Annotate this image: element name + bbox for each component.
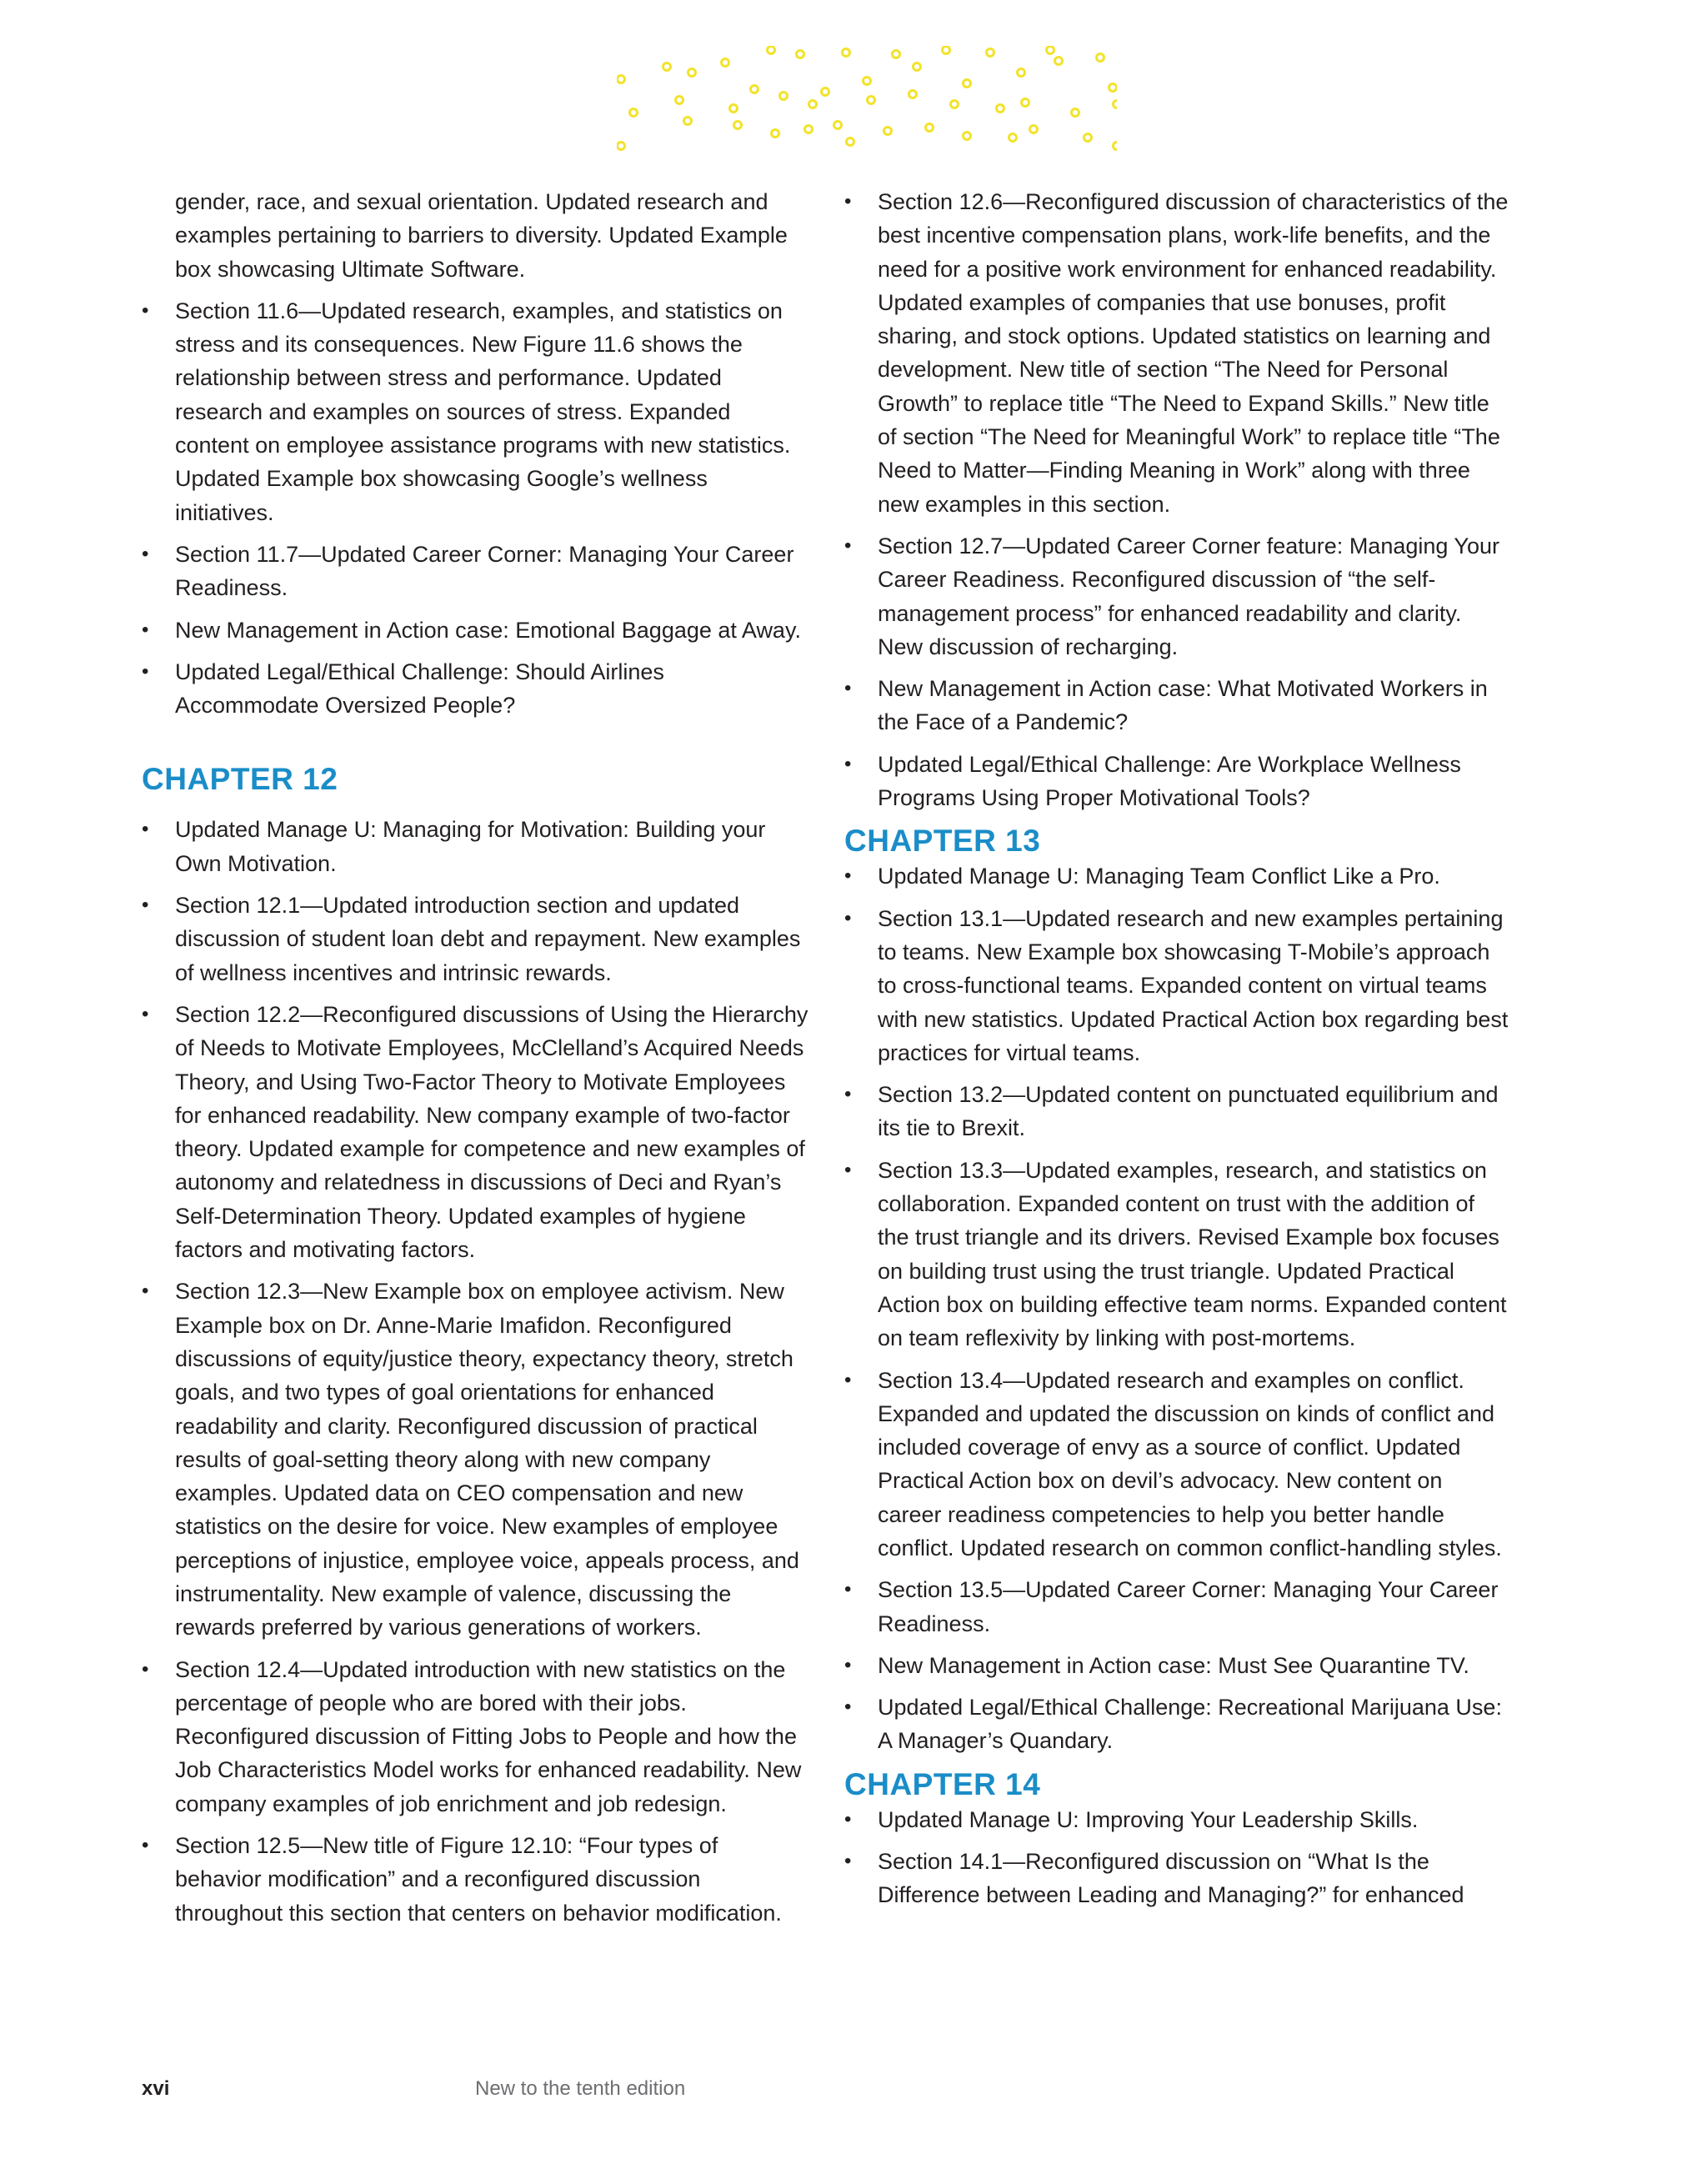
decorative-dot xyxy=(1084,134,1092,142)
list-item: • New Management in Action case: Must See Quarantine TV. xyxy=(844,1649,1511,1682)
decorative-dot xyxy=(772,130,779,138)
decorative-dot xyxy=(780,93,788,100)
list-item: • Section 12.2—Reconfigured discussions of Using the Hierarchy of Needs to Motivate Employees, McClelland’s Acquired Needs Theory, and Using Two-Factor Theory to Motivate Employees for enhanced readability. New company example of two-factor theory. Updated example for competence and new examples of autonomy and relatedness in discussions of Deci and Ryan’s Self-Determination Theory. Updated examples of hygiene factors and motivating factors. xyxy=(142,998,808,1266)
list-item: • Section 13.1—Updated research and new examples pertaining to teams. New Example box showcasing T-Mobile’s approach to cross-functional teams. Expanded content on virtual teams with new statistics. Updated Practical Action box regarding best practices for virtual teams. xyxy=(844,902,1511,1069)
chapter-12-heading: CHAPTER 12 xyxy=(142,762,338,797)
list-item: • Section 13.5—Updated Career Corner: Managing Your Career Readiness. xyxy=(844,1573,1511,1641)
decorative-dot xyxy=(630,109,638,117)
list-item: • Updated Legal/Ethical Challenge: Should Airlines Accommodate Oversized People? xyxy=(142,655,808,723)
decorative-dot xyxy=(809,101,817,108)
continuation-paragraph: gender, race, and sexual orientation. Updated research and examples pertaining to barriers to diversity. Updated Example box showcasing Ultimate Software. xyxy=(175,189,788,282)
list-item: • Section 12.5—New title of Figure 12.10: “Four types of behavior modification” and a reconfigured discussion throughout this section that centers on behavior modification. xyxy=(142,1829,808,1930)
decorative-dot xyxy=(943,47,950,54)
decorative-dot xyxy=(926,124,934,132)
right-column xyxy=(844,185,1511,1921)
decorative-dot xyxy=(805,126,813,133)
decorative-dot xyxy=(688,69,696,77)
decorative-dot xyxy=(1097,54,1104,62)
list-item: • Updated Legal/Ethical Challenge: Recreational Marijuana Use: A Manager’s Quandary. xyxy=(844,1691,1511,1758)
decorative-dot xyxy=(676,97,683,104)
decorative-dot xyxy=(1018,69,1025,77)
list-item: • Section 12.7—Updated Career Corner feature: Managing Your Career Readiness. Reconfigured discussion of “the self-management process” for enhanced readability and clarity. New discussion of recharging. xyxy=(844,529,1511,664)
decorative-dot xyxy=(964,133,971,140)
left-column xyxy=(142,185,808,1938)
decorative-dot xyxy=(1055,58,1063,65)
list-item: • Section 13.4—Updated research and examples on conflict. Expanded and updated the discussion on kinds of conflict and included coverage of envy as a source of conflict. Updated Practical Action box on devil’s advocacy. New content on career readiness competencies to help you better handle conflict. Updated research on common conflict-handling styles. xyxy=(844,1364,1511,1565)
chapter-13-heading: CHAPTER 13 xyxy=(844,824,1041,859)
list-item: • Updated Legal/Ethical Challenge: Are Workplace Wellness Programs Using Proper Motivational Tools? xyxy=(844,748,1511,815)
list-item: • Section 13.2—Updated content on punctuated equilibrium and its tie to Brexit. xyxy=(844,1078,1511,1145)
decorative-dot xyxy=(864,78,871,85)
decorative-dot xyxy=(884,128,892,135)
decorative-dot xyxy=(964,80,971,88)
page-number: xvi xyxy=(142,2077,170,2100)
decorative-dot xyxy=(618,76,625,83)
decorative-dot xyxy=(987,49,994,57)
list-item: • Section 13.3—Updated examples, research, and statistics on collaboration. Expanded content on trust with the addition of the trust triangle and its drivers. Revised Example box focuses on building trust using the trust triangle. Updated Practical Action box on building effective team norms. Expanded content on team reflexivity by linking with post-mortems. xyxy=(844,1154,1511,1355)
decorative-dot xyxy=(893,51,900,58)
decorative-dot xyxy=(730,105,738,113)
decorative-dot xyxy=(663,63,671,71)
decorative-dot-pattern xyxy=(617,46,1117,154)
list-item: • Section 11.7—Updated Career Corner: Managing Your Career Readiness. xyxy=(142,538,808,605)
decorative-dot xyxy=(1072,109,1079,117)
decorative-dot xyxy=(1109,84,1117,92)
decorative-dot xyxy=(1022,99,1029,107)
list-item: • Section 12.1—Updated introduction section and updated discussion of student loan debt and repayment. New examples of wellness incentives and intrinsic rewards. xyxy=(142,889,808,989)
decorative-dot xyxy=(834,122,842,129)
list-item: • Section 12.3—New Example box on employee activism. New Example box on Dr. Anne-Marie Imafidon. Reconfigured discussions of equity/justice theory, expectancy theory, stretch goals, and two types of goal orientations for enhanced readability and clarity. Reconfigured discussion of practical results of goal-setting theory along with new company examples. Updated data on CEO compensation and new statistics on the desire for voice. New examples of employee perceptions of injustice, employee voice, appeals process, and instrumentality. New example of valence, discussing the rewards preferred by various generations of workers. xyxy=(142,1275,808,1644)
list-item: • Section 12.4—Updated introduction with new statistics on the percentage of people who are bored with their jobs. Reconfigured discussion of Fitting Jobs to People and how the Job Characteristics Model works for enhanced readability. New company examples of job enrichment and job redesign. xyxy=(142,1653,808,1821)
decorative-dot xyxy=(768,47,775,54)
list-item: • New Management in Action case: What Motivated Workers in the Face of a Pandemic? xyxy=(844,672,1511,739)
decorative-dot xyxy=(618,143,625,150)
decorative-dot xyxy=(822,88,829,96)
decorative-dot xyxy=(1047,47,1054,54)
decorative-dot xyxy=(1114,143,1118,150)
decorative-dot xyxy=(843,49,850,57)
list-item: • Updated Manage U: Managing for Motivation: Building your Own Motivation. xyxy=(142,813,808,880)
decorative-dot xyxy=(951,101,959,108)
list-item: • Section 11.6—Updated research, examples, and statistics on stress and its consequences. New Figure 11.6 shows the relationship between stress and performance. Updated research and examples on sources of stress. Expanded content on employee assistance programs with new statistics. Updated Example box showcasing Google’s wellness initiatives. xyxy=(142,294,808,529)
decorative-dot xyxy=(1114,101,1118,108)
decorative-dot xyxy=(914,63,921,71)
decorative-dot xyxy=(1030,126,1038,133)
list-item: • Section 12.6—Reconfigured discussion of characteristics of the best incentive compensation plans, work-life benefits, and the need for a positive work environment for enhanced readability. Updated examples of companies that use bonuses, profit sharing, and stock options. Updated statistics on learning and development. New title of section “The Need for Personal Growth” to replace title “The Need to Expand Skills.” New title of section “The Need for Meaningful Work” to replace title “The Need to Matter—Finding Meaning in Work” along with three new examples in this section. xyxy=(844,185,1511,521)
chapter12-bullet-list xyxy=(142,813,808,1930)
decorative-dot xyxy=(868,97,875,104)
decorative-dot xyxy=(734,122,742,129)
list-item: • Updated Manage U: Managing Team Conflict Like a Pro. xyxy=(844,859,1511,893)
decorative-dot xyxy=(909,91,917,98)
chapter14-bullet-list xyxy=(844,1803,1511,1912)
decorative-dot xyxy=(1009,134,1017,142)
decorative-dot xyxy=(847,138,854,146)
list-item: • Section 14.1—Reconfigured discussion on “What Is the Difference between Leading and Managing?” for enhanced xyxy=(844,1845,1511,1912)
chapter-14-heading: CHAPTER 14 xyxy=(844,1766,1041,1801)
running-footer-title: New to the tenth edition xyxy=(475,2077,686,2100)
decorative-dot xyxy=(751,86,758,93)
decorative-dot xyxy=(997,105,1004,113)
chapter13-bullet-list xyxy=(844,859,1511,1757)
list-item: • Updated Manage U: Improving Your Leadership Skills. xyxy=(844,1803,1511,1836)
chapter12-continued-bullet-list xyxy=(844,185,1511,814)
decorative-dot xyxy=(722,59,729,67)
list-item: • New Management in Action case: Emotional Baggage at Away. xyxy=(142,614,808,647)
decorative-dot xyxy=(797,51,804,58)
decorative-dot xyxy=(684,118,692,125)
chapter11-bullet-list xyxy=(142,294,808,723)
